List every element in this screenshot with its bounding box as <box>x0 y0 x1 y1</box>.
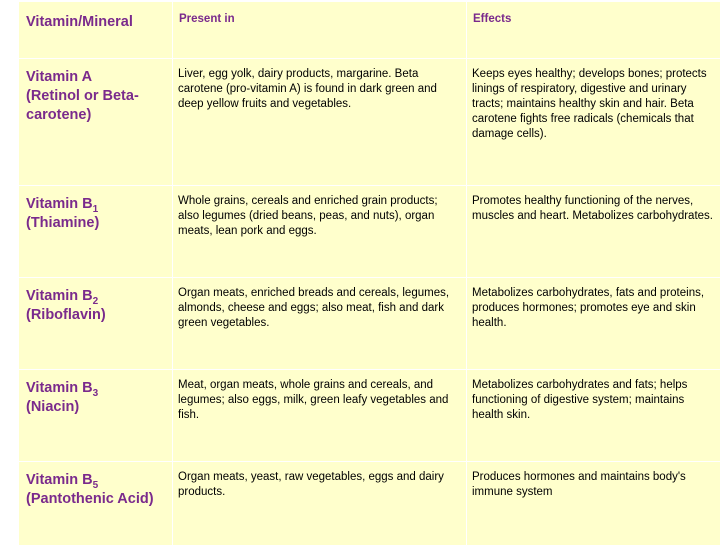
vitamin-alias-line1: (Retinol or Beta- <box>26 88 139 104</box>
table-header-row <box>19 2 721 59</box>
table-row <box>19 278 721 370</box>
vitamin-subscript: 5 <box>92 479 99 491</box>
vitamin-name: Vitamin B <box>26 380 93 396</box>
present-in-cell: Organ meats, yeast, raw vegetables, eggs and dairy products. <box>173 462 467 546</box>
present-in-cell: Liver, egg yolk, dairy products, margarine. Beta carotene (pro-vitamin A) is found in dark green and deep yellow fruits and vegetables. <box>173 59 467 186</box>
vitamin-subscript: 3 <box>92 387 99 399</box>
vitamin-name-cell <box>19 59 173 186</box>
present-in-cell: Meat, organ meats, whole grains and cereals, and legumes; also eggs, milk, green leafy vegetables and fish. <box>173 370 467 462</box>
header-effects: Effects <box>467 2 721 59</box>
effects-cell: Produces hormones and maintains body's immune system <box>467 462 721 546</box>
vitamin-subscript: 2 <box>92 295 99 307</box>
vitamin-name-cell <box>19 278 173 370</box>
vitamin-name: Vitamin B <box>26 472 93 488</box>
table-row <box>19 462 721 546</box>
vitamin-alias: (Niacin) <box>26 399 80 415</box>
header-present-in: Present in <box>173 2 467 59</box>
effects-cell: Metabolizes carbohydrates, fats and proteins, produces hormones; promotes eye and skin health. <box>467 278 721 370</box>
vitamin-alias: (Thiamine) <box>26 215 100 231</box>
effects-cell: Metabolizes carbohydrates and fats; helps functioning of digestive system; maintains health skin. <box>467 370 721 462</box>
effects-cell: Keeps eyes healthy; develops bones; protects linings of respiratory, digestive and urinary tracts; maintains healthy skin and hair. Beta carotene fights free radicals (chemicals that damage cells). <box>467 59 721 186</box>
vitamin-name: Vitamin A <box>26 69 93 85</box>
vitamin-alias: (Riboflavin) <box>26 307 106 323</box>
present-in-cell: Organ meats, enriched breads and cereals, legumes, almonds, cheese and eggs; also meat, fish and dark green vegetables. <box>173 278 467 370</box>
vitamin-name-cell <box>19 186 173 278</box>
table-row <box>19 370 721 462</box>
table-row <box>19 186 721 278</box>
vitamin-name: Vitamin B <box>26 196 93 212</box>
vitamin-table <box>18 1 721 546</box>
vitamin-alias-line2: carotene) <box>26 107 92 123</box>
header-vitamin-mineral: Vitamin/Mineral <box>19 2 173 59</box>
vitamin-alias: (Pantothenic Acid) <box>26 491 154 507</box>
vitamin-name-cell <box>19 462 173 546</box>
effects-cell: Promotes healthy functioning of the nerves, muscles and heart. Metabolizes carbohydrates. <box>467 186 721 278</box>
vitamin-name-cell <box>19 370 173 462</box>
table-row <box>19 59 721 186</box>
present-in-cell: Whole grains, cereals and enriched grain products; also legumes (dried beans, peas, and nuts), organ meats, lean pork and eggs. <box>173 186 467 278</box>
vitamin-name: Vitamin B <box>26 288 93 304</box>
vitamin-subscript: 1 <box>92 203 99 215</box>
